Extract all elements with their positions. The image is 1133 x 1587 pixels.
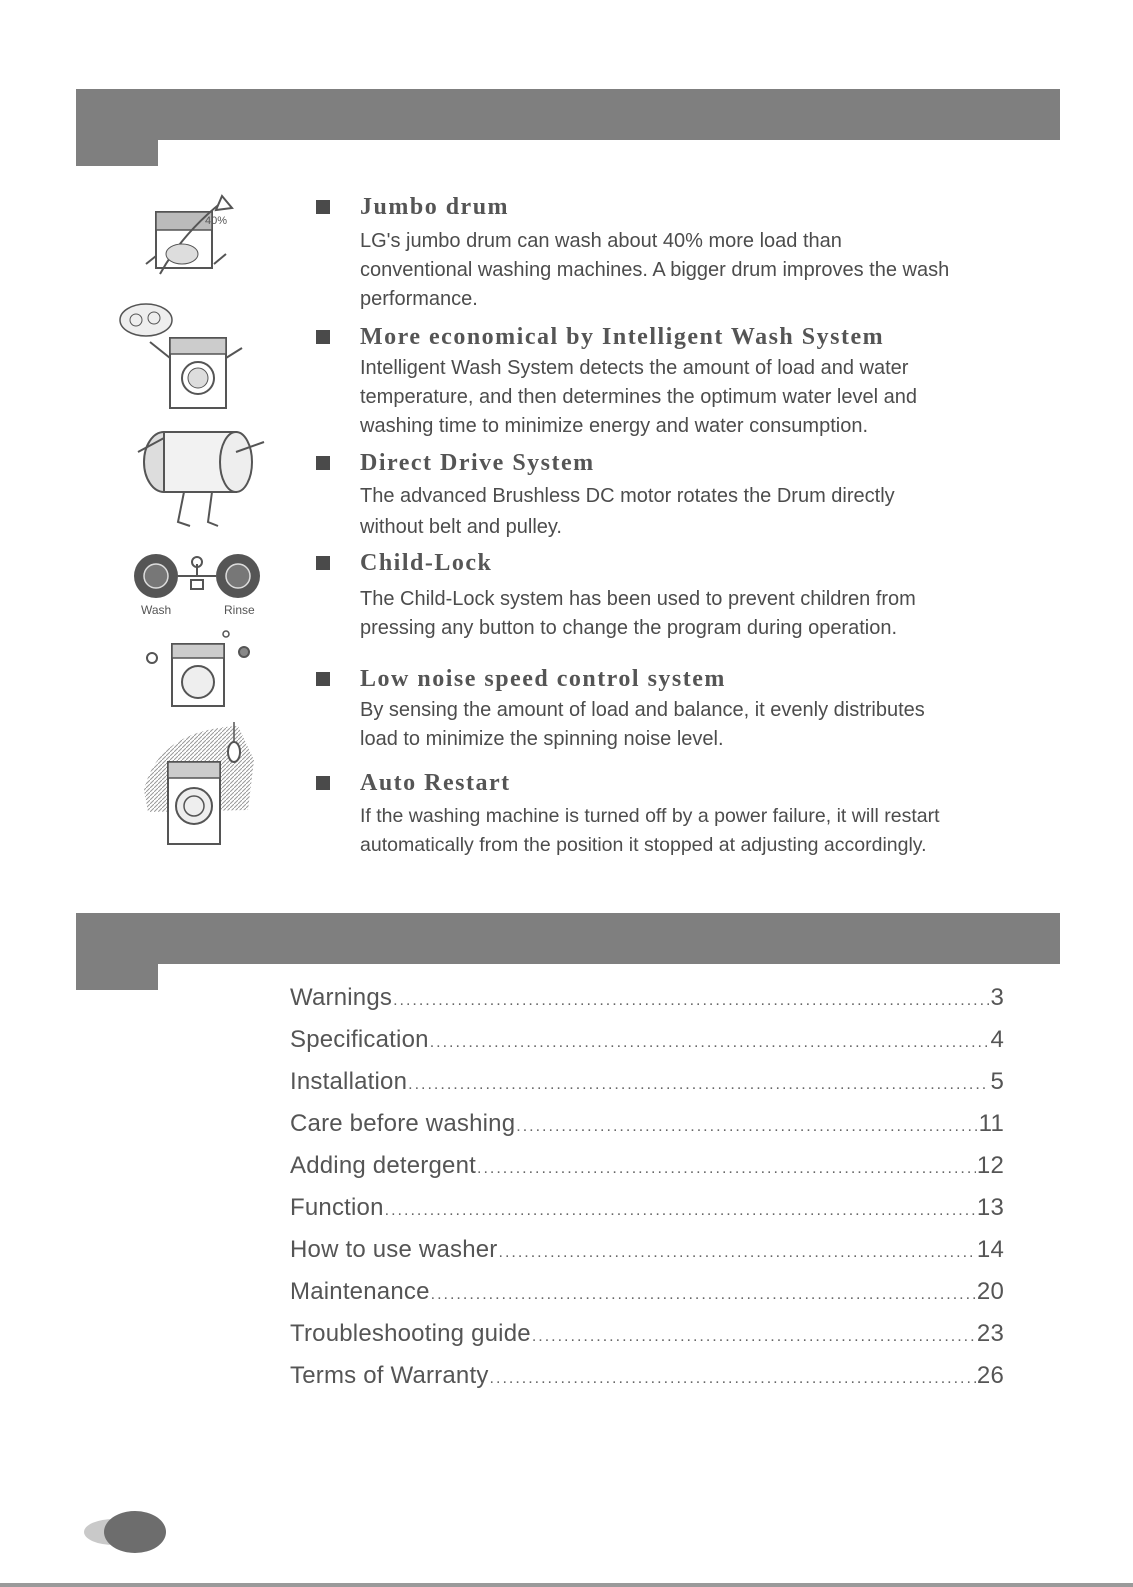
- contents-header-tab: [76, 964, 158, 990]
- toc-page-number: 14: [976, 1236, 1004, 1263]
- toc-leader-dots: [431, 1286, 976, 1304]
- toc-entry-terms-of-warranty[interactable]: [290, 1362, 1004, 1394]
- child-lock-illustration: [132, 552, 266, 618]
- toc-label: Maintenance: [290, 1278, 430, 1305]
- direct-drive-illustration: [128, 422, 268, 534]
- wash-label: Wash: [141, 603, 172, 617]
- page-bottom-rule: [0, 1583, 1133, 1587]
- square-bullet-icon: [316, 330, 330, 344]
- feature-description-line: The advanced Brushless DC motor rotates the Drum directly: [360, 485, 895, 507]
- auto-restart-illustration: [138, 720, 258, 846]
- toc-leader-dots: [516, 1118, 977, 1136]
- toc-leader-dots: [532, 1328, 976, 1346]
- feature-description-line: load to minimize the spinning noise level.: [360, 728, 724, 750]
- feature-description-line: Intelligent Wash System detects the amount of load and water: [360, 357, 909, 379]
- toc-page-number: 5: [990, 1068, 1004, 1095]
- page-tab-marker: [104, 1511, 166, 1553]
- toc-leader-dots: [490, 1370, 976, 1388]
- feature-description-line: The Child-Lock system has been used to prevent children from: [360, 588, 916, 610]
- toc-page-number: 13: [976, 1194, 1004, 1221]
- feature-description: [360, 802, 1060, 860]
- feature-title: Child-Lock: [360, 550, 493, 576]
- features-header-bar: [76, 89, 1060, 140]
- toc-leader-dots: [477, 1160, 976, 1178]
- toc-label: Installation: [290, 1068, 408, 1095]
- toc-entry-how-to-use-washer[interactable]: [290, 1236, 1004, 1268]
- features-header-tab: [76, 140, 158, 166]
- toc-entry-troubleshooting-guide[interactable]: [290, 1320, 1004, 1352]
- feature-jumbo-drum: [316, 194, 1036, 310]
- toc-leader-dots: [499, 1244, 976, 1262]
- toc-label: Adding detergent: [290, 1152, 477, 1179]
- feature-child-lock: [316, 550, 1036, 640]
- feature-description-line: By sensing the amount of load and balance, it evenly distributes: [360, 699, 925, 721]
- feature-description-line: washing time to minimize energy and water consumption.: [360, 415, 869, 437]
- contents-header-bar: [76, 913, 1060, 964]
- feature-title: Jumbo drum: [360, 194, 510, 220]
- toc-page-number: 3: [990, 984, 1004, 1011]
- toc-entry-care-before-washing[interactable]: [290, 1110, 1004, 1142]
- feature-title: Auto Restart: [360, 770, 511, 796]
- feature-description: [360, 481, 1040, 543]
- feature-description: [360, 227, 1040, 314]
- toc-page-number: 11: [978, 1110, 1004, 1137]
- feature-description: [360, 696, 1040, 754]
- feature-title: Direct Drive System: [360, 450, 595, 476]
- toc-entry-installation[interactable]: [290, 1068, 1004, 1100]
- toc-label: Troubleshooting guide: [290, 1320, 531, 1347]
- feature-description-line: without belt and pulley.: [360, 516, 562, 538]
- low-noise-illustration: [142, 626, 258, 710]
- feature-direct-drive: [316, 450, 1036, 540]
- toc-label: Care before washing: [290, 1110, 516, 1137]
- toc-entry-function[interactable]: [290, 1194, 1004, 1226]
- feature-description-line: pressing any button to change the program during operation.: [360, 617, 898, 639]
- feature-description: [360, 585, 1040, 643]
- square-bullet-icon: [316, 556, 330, 570]
- toc-entry-adding-detergent[interactable]: [290, 1152, 1004, 1184]
- feature-low-noise: [316, 666, 1036, 756]
- square-bullet-icon: [316, 776, 330, 790]
- toc-label: How to use washer: [290, 1236, 498, 1263]
- square-bullet-icon: [316, 672, 330, 686]
- feature-description-line: If the washing machine is turned off by a power failure, it will restart: [360, 805, 940, 827]
- toc-leader-dots: [393, 992, 989, 1010]
- square-bullet-icon: [316, 200, 330, 214]
- feature-description: [360, 354, 1040, 441]
- jumbo-drum-illustration: [142, 194, 238, 286]
- toc-entry-warnings[interactable]: [290, 984, 1004, 1016]
- toc-page-number: 23: [976, 1320, 1004, 1347]
- toc-label: Function: [290, 1194, 384, 1221]
- toc-label: Specification: [290, 1026, 429, 1053]
- feature-title: Low noise speed control system: [360, 666, 726, 692]
- toc-label: Terms of Warranty: [290, 1362, 489, 1389]
- toc-page-number: 4: [990, 1026, 1004, 1053]
- toc-label: Warnings: [290, 984, 393, 1011]
- feature-intelligent-wash: [316, 324, 1036, 440]
- intelligent-wash-illustration: [118, 298, 248, 414]
- toc-page-number: 26: [976, 1362, 1004, 1389]
- toc-leader-dots: [385, 1202, 976, 1220]
- toc-entry-specification[interactable]: [290, 1026, 1004, 1058]
- feature-description-line: performance.: [360, 288, 478, 310]
- square-bullet-icon: [316, 456, 330, 470]
- feature-description-line: conventional washing machines. A bigger drum improves the wash: [360, 259, 950, 281]
- toc-leader-dots: [408, 1076, 989, 1094]
- feature-description-line: automatically from the position it stopped at adjusting accordingly.: [360, 834, 927, 856]
- toc-page-number: 12: [976, 1152, 1004, 1179]
- feature-description-line: LG's jumbo drum can wash about 40% more load than: [360, 230, 842, 252]
- feature-auto-restart: [316, 770, 1056, 860]
- toc-page-number: 20: [976, 1278, 1004, 1305]
- toc-leader-dots: [430, 1034, 990, 1052]
- jumbo-badge-text: 40%: [205, 215, 228, 227]
- feature-title: More economical by Intelligent Wash System: [360, 324, 885, 350]
- feature-description-line: temperature, and then determines the optimum water level and: [360, 386, 917, 408]
- toc-entry-maintenance[interactable]: [290, 1278, 1004, 1310]
- rinse-label: Rinse: [224, 603, 255, 617]
